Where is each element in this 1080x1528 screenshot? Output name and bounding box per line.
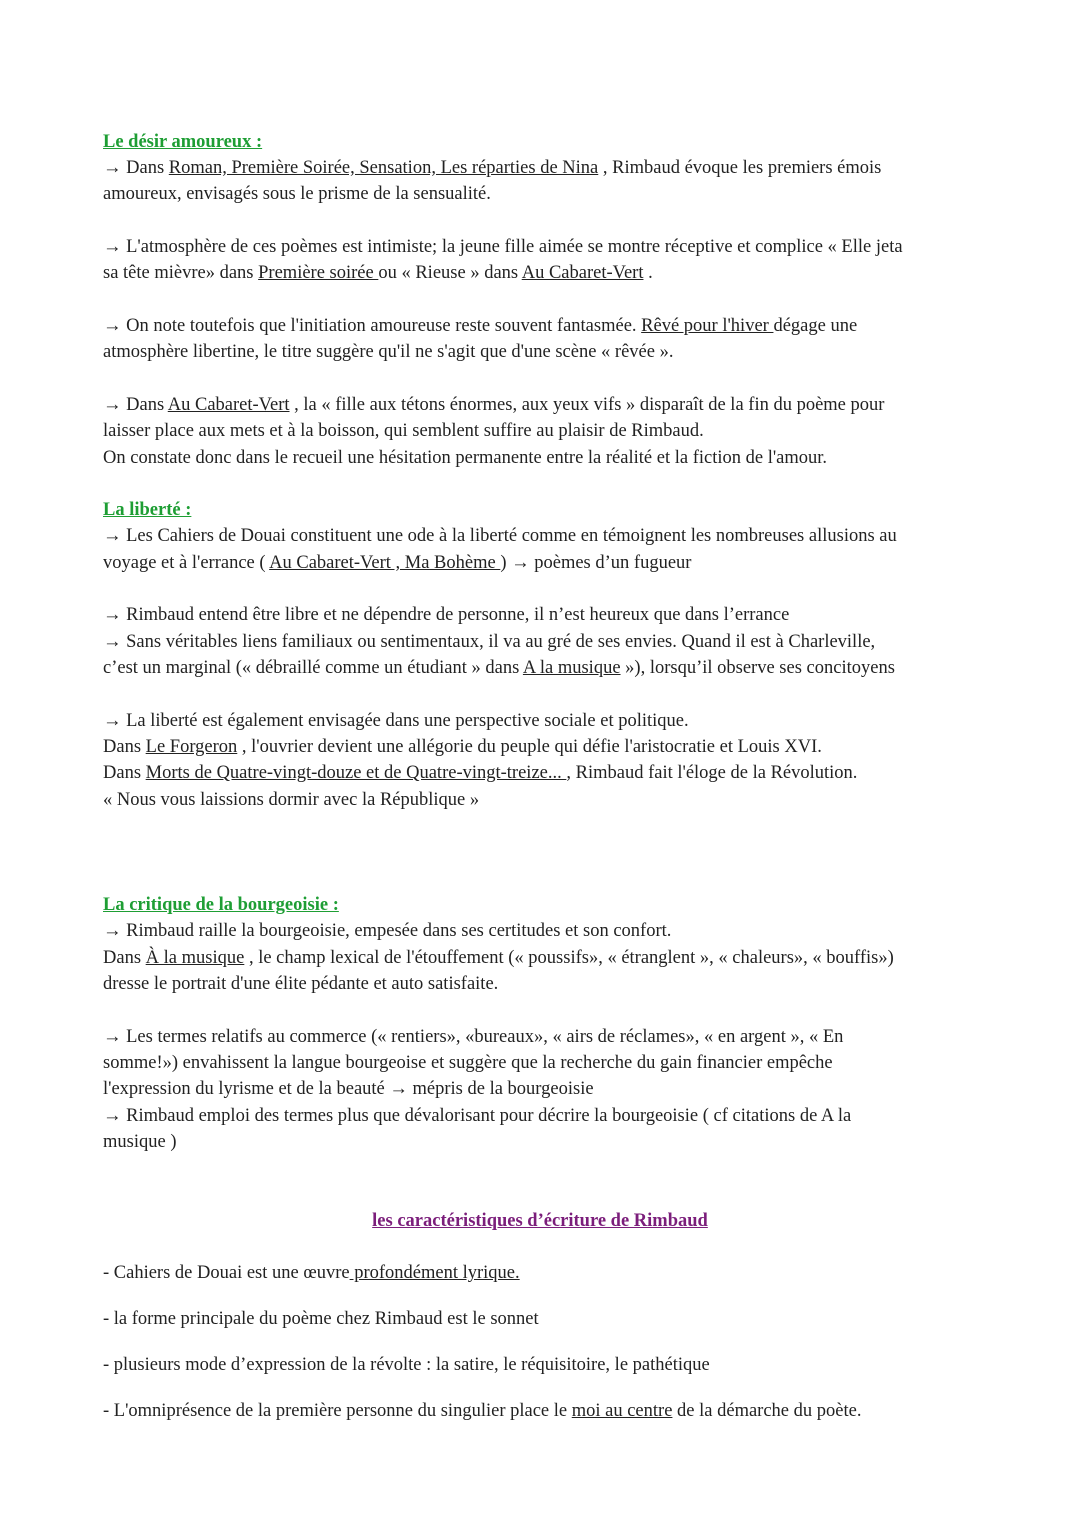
poem-title: A la musique — [522, 658, 621, 678]
paragraph-line: Dans À la musique , le champ lexical de l'étouffement (« poussifs», « étranglent », « chaleurs», « bouffis») — [103, 948, 894, 968]
paragraph-line: somme!») envahissent la langue bourgeoise et suggère que la recherche du gain financier empêche — [103, 1053, 833, 1073]
paragraph-line: → On note toutefois que l'initiation amoureuse reste souvent fantasmée. Rêvé pour l'hiver dégage une — [103, 316, 858, 336]
paragraph-line: → Rimbaud emploi des termes plus que dévalorisant pour décrire la bourgeoisie ( cf citations de A la — [103, 1106, 852, 1126]
heading-caracteristiques: les caractéristiques d’écriture de Rimbaud — [372, 1211, 708, 1231]
paragraph-line: Dans Morts de Quatre-vingt-douze et de Quatre-vingt-treize... , Rimbaud fait l'éloge de la Révolution. — [103, 763, 858, 783]
paragraph-line: sa tête mièvre» dans Première soirée ou « Rieuse » dans Au Cabaret-Vert . — [103, 263, 653, 283]
paragraph-line: musique ) — [103, 1132, 177, 1152]
poem-titles: Roman, Première Soirée, Sensation, Les réparties de Nina — [168, 158, 599, 178]
paragraph-line: → La liberté est également envisagée dans une perspective sociale et politique. — [103, 711, 689, 731]
paragraph-line: c’est un marginal (« débraillé comme un étudiant » dans A la musique »), lorsqu’il observe ses concitoyens — [103, 658, 895, 678]
poem-title: Le Forgeron — [145, 737, 238, 757]
paragraph-line: dresse le portrait d'une élite pédante et auto satisfaite. — [103, 974, 499, 994]
paragraph-line: → Sans véritables liens familiaux ou sentimentaux, il va au gré de ses envies. Quand il est à Charleville, — [103, 632, 876, 652]
bullet-item: - L'omniprésence de la première personne du singulier place le moi au centre de la démarche du poète. — [103, 1401, 862, 1421]
poem-title: Morts de Quatre-vingt-douze et de Quatre-vingt-treize... — [145, 763, 567, 783]
poem-title: À la musique — [145, 948, 245, 968]
bullet-item: - plusieurs mode d’expression de la révolte : la satire, le réquisitoire, le pathétique — [103, 1355, 710, 1375]
emphasis: profondément lyrique. — [349, 1263, 520, 1283]
heading-liberte: La liberté : — [103, 500, 192, 520]
paragraph-line: voyage et à l'errance ( Au Cabaret-Vert , Ma Bohème ) → poèmes d’un fugueur — [103, 553, 692, 573]
paragraph-line: l'expression du lyrisme et de la beauté → mépris de la bourgeoisie — [103, 1079, 594, 1099]
poem-title: Rêvé pour l'hiver — [641, 316, 774, 336]
bullet-item: - Cahiers de Douai est une œuvre profondément lyrique. — [103, 1263, 520, 1283]
paragraph-line: → Dans Roman, Première Soirée, Sensation, Les réparties de Nina , Rimbaud évoque les premiers émois — [103, 158, 882, 178]
heading-desir-amoureux: Le désir amoureux : — [103, 132, 263, 152]
heading-critique-bourgeoisie: La critique de la bourgeoisie : — [103, 895, 339, 915]
poem-titles: Au Cabaret-Vert , Ma Bohème — [269, 553, 501, 573]
paragraph-line: Dans Le Forgeron , l'ouvrier devient une allégorie du peuple qui défie l'aristocratie et Louis XVI. — [103, 737, 822, 757]
paragraph-line: → Les Cahiers de Douai constituent une ode à la liberté comme en témoignent les nombreuses allusions au — [103, 526, 897, 546]
poem-title: Au Cabaret-Vert — [521, 263, 644, 283]
poem-title: Au Cabaret-Vert — [167, 395, 290, 415]
quote-line: « Nous vous laissions dormir avec la République » — [103, 790, 480, 810]
paragraph-line: → L'atmosphère de ces poèmes est intimiste; la jeune fille aimée se montre réceptive et complice « Elle jeta — [103, 237, 903, 257]
paragraph-line: atmosphère libertine, le titre suggère qu'il ne s'agit que d'une scène « rêvée ». — [103, 342, 674, 362]
paragraph-line: → Dans Au Cabaret-Vert , la « fille aux tétons énormes, aux yeux vifs » disparaît de la fin du poème pour — [103, 395, 885, 415]
emphasis: moi au centre — [571, 1401, 673, 1421]
paragraph-line: amoureux, envisagés sous le prisme de la sensualité. — [103, 184, 491, 204]
paragraph-line: → Les termes relatifs au commerce (« rentiers», «bureaux», « airs de réclames», « en argent », « En — [103, 1027, 844, 1047]
poem-title: Première soirée — [258, 263, 379, 283]
bullet-item: - la forme principale du poème chez Rimbaud est le sonnet — [103, 1309, 539, 1329]
paragraph-line: → Rimbaud raille la bourgeoisie, empesée dans ses certitudes et son confort. — [103, 921, 672, 941]
paragraph-line: laisser place aux mets et à la boisson, qui semblent suffire au plaisir de Rimbaud. — [103, 421, 704, 441]
paragraph-line: → Rimbaud entend être libre et ne dépendre de personne, il n’est heureux que dans l’errance — [103, 605, 790, 625]
paragraph-line: On constate donc dans le recueil une hésitation permanente entre la réalité et la fiction de l'amour. — [103, 448, 828, 468]
